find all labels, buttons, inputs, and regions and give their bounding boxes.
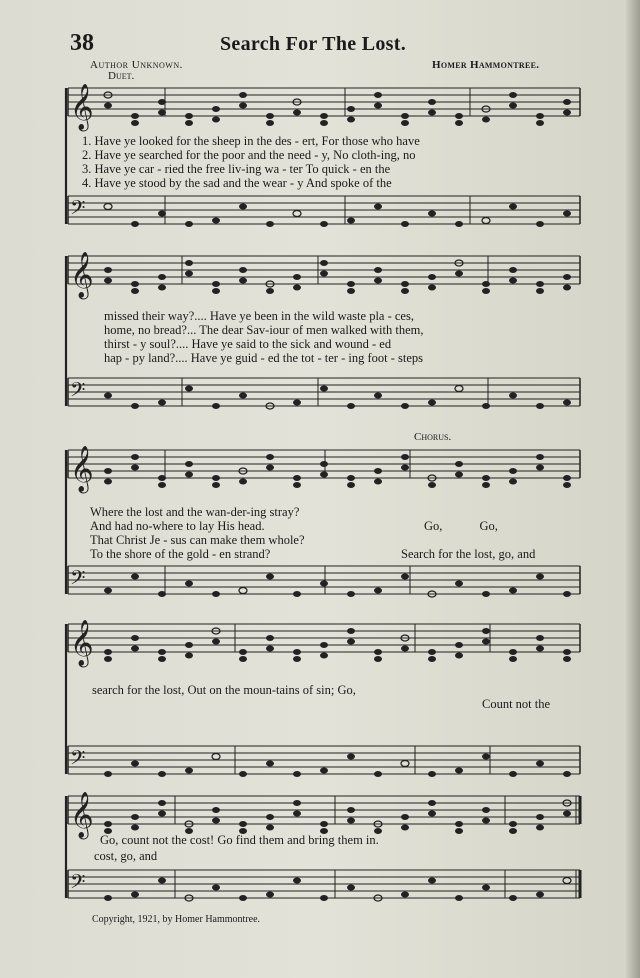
verse2-line1: 2. Have ye searched for the poor and the need - y, No cloth-ing, no — [82, 148, 416, 162]
verse1-line2: missed their way?.... Have ye been in the wild waste pla - ces, — [104, 309, 414, 323]
hymn-number: 38 — [70, 30, 94, 56]
verse3-line1: 3. Have ye car - ried the free liv-ing wa - ter To quick - en the — [82, 162, 391, 176]
svg-text:𝄞: 𝄞 — [70, 252, 94, 298]
duet-label: Duet. — [108, 70, 135, 82]
hymn-title: Search For The Lost. — [220, 33, 407, 55]
svg-text:𝄞: 𝄞 — [70, 84, 94, 130]
svg-text:𝄢: 𝄢 — [70, 196, 86, 224]
chorus-label: Chorus. — [414, 431, 452, 443]
copyright-notice: Copyright, 1921, by Homer Hammontree. — [92, 914, 261, 925]
verse3-line2: thirst - y soul?.... Have ye said to the sick and wound - ed — [104, 337, 392, 351]
svg-text:𝄢: 𝄢 — [70, 566, 86, 594]
svg-text:𝄞: 𝄞 — [70, 446, 94, 492]
verse4-line2: hap - py land?.... Have ye guid - ed the tot - ter - ing foot - steps — [104, 351, 424, 365]
author-credit: Author Unknown. — [90, 59, 183, 71]
page-edge — [626, 0, 640, 978]
chorus-search-line: Search for the lost, go, and — [401, 547, 536, 561]
chorus-go-go: Go, Go, — [424, 519, 498, 533]
svg-text:𝄞: 𝄞 — [70, 620, 94, 666]
chorus-cost-go: cost, go, and — [94, 849, 158, 863]
verse2-line2: home, no bread?... The dear Sav-iour of men walked with them, — [104, 323, 424, 337]
svg-text:𝄢: 𝄢 — [70, 378, 86, 406]
svg-text:𝄞: 𝄞 — [70, 792, 94, 838]
verse1-line1: 1. Have ye looked for the sheep in the des - ert, For those who have — [82, 134, 420, 148]
chorus-line5: Go, count not the cost! Go find them and bring them in. — [100, 833, 379, 847]
note-heads — [104, 92, 571, 901]
staff-lines — [66, 88, 580, 898]
chorus-count-not: Count not the — [482, 697, 551, 711]
verse3-line3: That Christ Je - sus can make them whole? — [90, 533, 305, 547]
svg-text:𝄢: 𝄢 — [70, 870, 86, 898]
svg-text:𝄢: 𝄢 — [70, 746, 86, 774]
composer-credit: Homer Hammontree. — [432, 59, 540, 71]
chorus-line4: search for the lost, Out on the moun-tains of sin; Go, — [92, 683, 356, 697]
verse4-line3: To the shore of the gold - en strand? — [90, 547, 271, 561]
verse1-line3: Where the lost and the wan-der-ing stray? — [90, 505, 300, 519]
clefs — [70, 84, 94, 898]
verse2-line3: And had no-where to lay His head. — [90, 519, 265, 533]
verse4-line1: 4. Have ye stood by the sad and the wear - y And spoke of the — [82, 176, 392, 190]
